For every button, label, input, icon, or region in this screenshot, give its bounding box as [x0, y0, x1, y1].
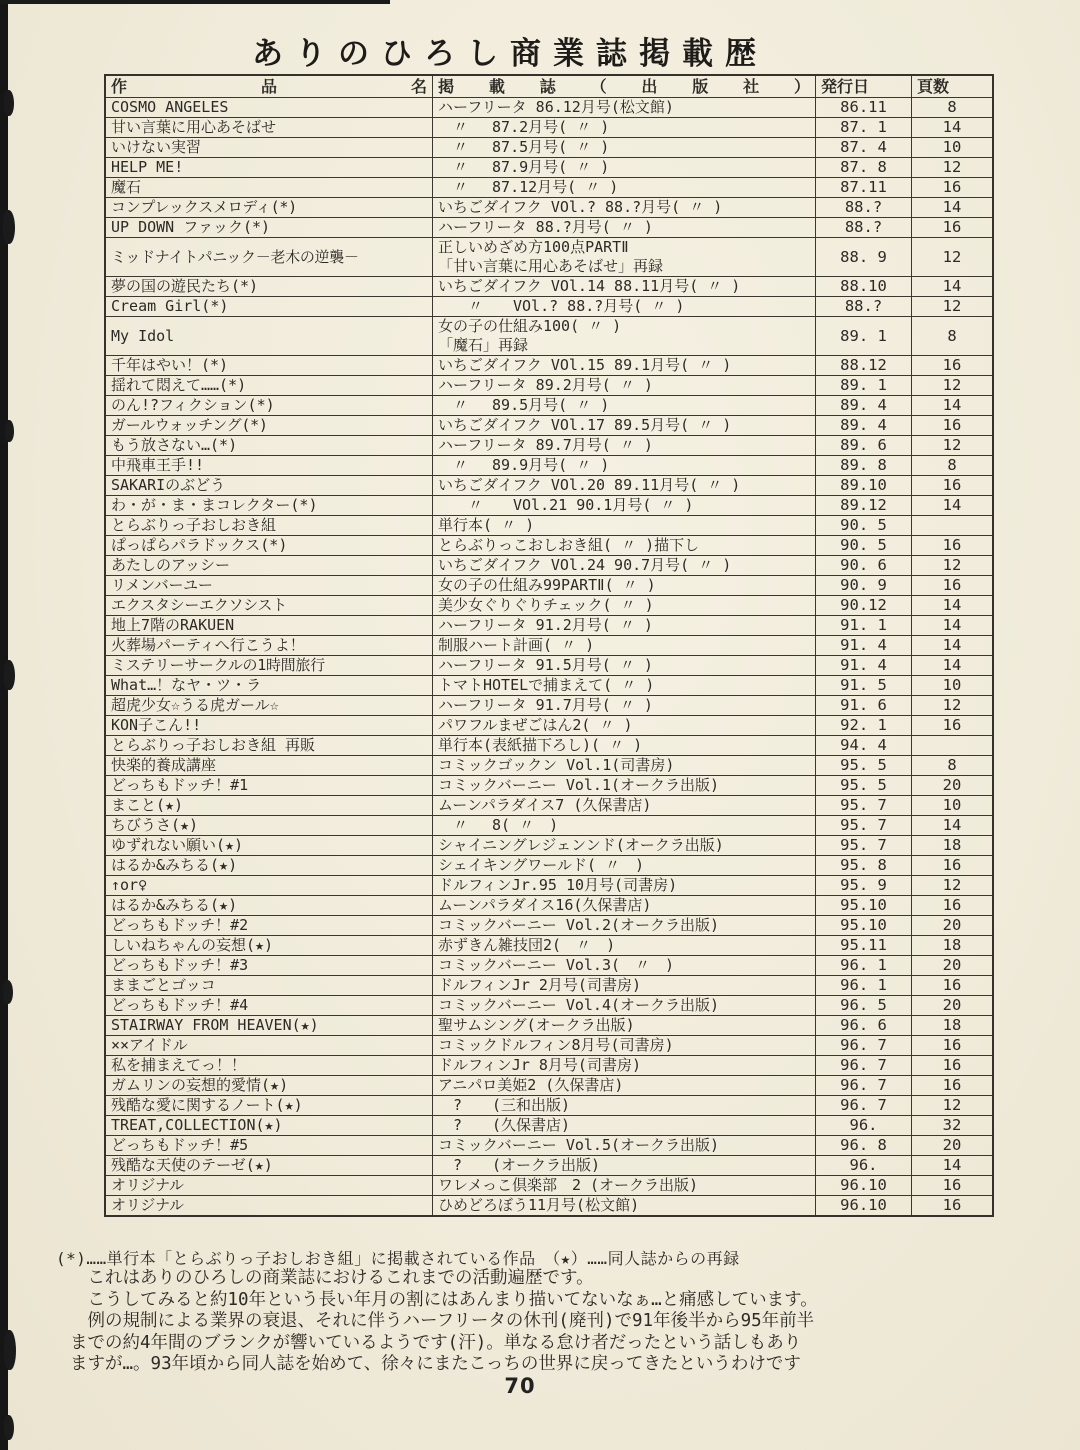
magazine-cell: ワレメっこ倶楽部 2 (オークラ出版): [433, 1176, 816, 1196]
publish-date-cell: 90. 5: [816, 536, 912, 556]
page-count-cell: 12: [912, 436, 994, 456]
page-count-cell: 32: [912, 1116, 994, 1136]
scan-artifact: [4, 90, 14, 116]
work-title-cell: はるか&みちる(★): [105, 896, 433, 916]
work-title-cell: 魔石: [105, 178, 433, 198]
table-row: [105, 1156, 993, 1176]
publish-date-cell: 90. 9: [816, 576, 912, 596]
page-count-cell: 10: [912, 676, 994, 696]
magazine-cell: 〃 87.9月号( 〃 ): [433, 158, 816, 178]
publish-date-cell: 96. 6: [816, 1016, 912, 1036]
table-row: [105, 516, 993, 536]
header-publish-date: 発行日: [816, 75, 912, 98]
table-row: [105, 198, 993, 218]
page-title: ありのひろし商業誌掲載歴: [252, 36, 768, 71]
publish-date-cell: 91. 4: [816, 636, 912, 656]
table-row: [105, 596, 993, 616]
scan-artifact: [4, 1415, 14, 1440]
table-row: [105, 676, 993, 696]
magazine-cell: トマトHOTELで捕まえて( 〃 ): [433, 676, 816, 696]
magazine-cell: 〃 87.5月号( 〃 ): [433, 138, 816, 158]
work-title-cell: ガールウォッチング(*): [105, 416, 433, 436]
magazine-cell: コミックバーニー Vol.1(オークラ出版): [433, 776, 816, 796]
work-title-cell: ちびうさ(★): [105, 816, 433, 836]
publish-date-cell: 96. 7: [816, 1076, 912, 1096]
page-count-cell: 16: [912, 1076, 994, 1096]
table-row: [105, 218, 993, 238]
paragraph-line: ますが…。93年頃から同人誌を始めて、徐々にまたこっちの世界に戻ってきたというわけです: [70, 1354, 801, 1375]
publish-date-cell: 89. 1: [816, 376, 912, 396]
publish-date-cell: 96.: [816, 1116, 912, 1136]
magazine-cell: 単行本( 〃 ): [433, 516, 816, 536]
magazine-cell: ハーフリータ 89.7月号( 〃 ): [433, 436, 816, 456]
publish-date-cell: 91. 4: [816, 656, 912, 676]
scan-artifact: [3, 980, 13, 1004]
legend-footnote: (*)……単行本「とらぶりっ子おしおき組」に掲載されている作品 （★）……同人誌からの再録: [56, 1249, 740, 1268]
table-row: [105, 696, 993, 716]
publish-date-cell: 91. 6: [816, 696, 912, 716]
magazine-cell: 〃 89.9月号( 〃 ): [433, 456, 816, 476]
page-count-cell: 14: [912, 118, 994, 138]
publish-date-cell: 89.12: [816, 496, 912, 516]
table-row: [105, 158, 993, 178]
publish-date-cell: 86.11: [816, 98, 912, 118]
work-title-cell: いけない実習: [105, 138, 433, 158]
page-count-cell: 18: [912, 936, 994, 956]
work-title-cell: のん!?フィクション(*): [105, 396, 433, 416]
page-count-cell: 12: [912, 1096, 994, 1116]
magazine-cell: いちごダイフク VOl.14 88.11月号( 〃 ): [433, 277, 816, 297]
work-title-cell: 中飛車王手!!: [105, 456, 433, 476]
page-count-cell: 14: [912, 1156, 994, 1176]
work-title-cell: 火葬場パーティへ行こうよ！: [105, 636, 433, 656]
magazine-cell: コミックゴックン Vol.1(司書房): [433, 756, 816, 776]
table-row: [105, 536, 993, 556]
work-title-cell: 夢の国の遊民たち(*): [105, 277, 433, 297]
publish-date-cell: 96. 8: [816, 1136, 912, 1156]
work-title-cell: Cream Girl(*): [105, 297, 433, 317]
work-title-cell: ミステリーサークルの1時間旅行: [105, 656, 433, 676]
magazine-cell: いちごダイフク VOl.20 89.11月号( 〃 ): [433, 476, 816, 496]
publish-date-cell: 96. 7: [816, 1056, 912, 1076]
table-row: [105, 816, 993, 836]
table-row: [105, 636, 993, 656]
work-title-cell: ↑or♀: [105, 876, 433, 896]
header-work-title: 作 品 名: [105, 75, 433, 98]
page-count-cell: 16: [912, 856, 994, 876]
publish-date-cell: 95. 9: [816, 876, 912, 896]
table-row: [105, 297, 993, 317]
table-row: [105, 1016, 993, 1036]
work-title-cell: とらぶりっ子おしおき組: [105, 516, 433, 536]
page-count-cell: 14: [912, 596, 994, 616]
page-count-cell: 20: [912, 1136, 994, 1156]
table-row: [105, 436, 993, 456]
table-row: [105, 616, 993, 636]
magazine-cell: 〃 VOl.21 90.1月号( 〃 ): [433, 496, 816, 516]
table-row: [105, 1176, 993, 1196]
page-count-cell: 16: [912, 1196, 994, 1217]
scan-artifact: [5, 420, 14, 442]
work-title-cell: 超虎少女☆うる虎ガール☆: [105, 696, 433, 716]
table-row: [105, 138, 993, 158]
magazine-cell: パワフルまぜごはん2( 〃 ): [433, 716, 816, 736]
publish-date-cell: 88.10: [816, 277, 912, 297]
header-page-count: 頁数: [912, 75, 994, 98]
work-title-cell: しいねちゃんの妄想(★): [105, 936, 433, 956]
table-row: [105, 1056, 993, 1076]
page-count-cell: 16: [912, 1056, 994, 1076]
table-row: [105, 1096, 993, 1116]
page-count-cell: 12: [912, 876, 994, 896]
table-row: [105, 317, 993, 356]
publish-date-cell: 95. 5: [816, 776, 912, 796]
work-title-cell: どっちもドッチ！#4: [105, 996, 433, 1016]
magazine-cell: 〃 89.5月号( 〃 ): [433, 396, 816, 416]
magazine-cell: 〃 87.2月号( 〃 ): [433, 118, 816, 138]
publish-date-cell: 94. 4: [816, 736, 912, 756]
table-row: [105, 836, 993, 856]
publish-date-cell: 91. 5: [816, 676, 912, 696]
afterword-paragraph: [70, 1268, 1050, 1376]
publish-date-cell: 95.11: [816, 936, 912, 956]
page-count-cell: 16: [912, 1036, 994, 1056]
publish-date-cell: 87. 8: [816, 158, 912, 178]
work-title-cell: HELP ME!: [105, 158, 433, 178]
page-count-cell: 16: [912, 356, 994, 376]
work-title-cell: 残酷な愛に関するノート(★): [105, 1096, 433, 1116]
publish-date-cell: 87. 1: [816, 118, 912, 138]
table-row: [105, 896, 993, 916]
table-row: [105, 996, 993, 1016]
publish-date-cell: 89. 8: [816, 456, 912, 476]
work-title-cell: ××アイドル: [105, 1036, 433, 1056]
table-row: [105, 476, 993, 496]
work-title-cell: UP DOWN ファック(*): [105, 218, 433, 238]
work-title-cell: My Idol: [105, 317, 433, 356]
work-title-cell: ゆずれない願い(★): [105, 836, 433, 856]
publish-date-cell: 96. 7: [816, 1036, 912, 1056]
publish-date-cell: 91. 1: [816, 616, 912, 636]
work-title-cell: わ・が・ま・まコレクター(*): [105, 496, 433, 516]
work-title-cell: 私を捕まえてっ！！: [105, 1056, 433, 1076]
work-title-cell: もう放さない…(*): [105, 436, 433, 456]
page-count-cell: 14: [912, 496, 994, 516]
magazine-cell: ハーフリータ 86.12月号(松文館): [433, 98, 816, 118]
work-title-cell: What…！なヤ・ツ・ラ: [105, 676, 433, 696]
magazine-cell: コミックドルフィン8月号(司書房): [433, 1036, 816, 1056]
magazine-cell: ? (オークラ出版): [433, 1156, 816, 1176]
header-magazine-publisher: 掲 載 誌 （ 出 版 社 ）: [433, 75, 816, 98]
table-row: [105, 916, 993, 936]
work-title-cell: あたしのアッシー: [105, 556, 433, 576]
table-row: [105, 936, 993, 956]
table-row: [105, 356, 993, 376]
page-count-cell: 14: [912, 636, 994, 656]
table-row: [105, 1036, 993, 1056]
magazine-cell: いちごダイフク VOl.17 89.5月号( 〃 ): [433, 416, 816, 436]
publish-date-cell: 95.10: [816, 896, 912, 916]
page-count-cell: 12: [912, 696, 994, 716]
scan-artifact: [3, 210, 15, 244]
page-count-cell: 16: [912, 976, 994, 996]
work-title-cell: オリジナル: [105, 1176, 433, 1196]
page-count-cell: 12: [912, 238, 994, 277]
publication-history-table: [104, 74, 994, 1217]
work-title-cell: 地上7階のRAKUEN: [105, 616, 433, 636]
publish-date-cell: 95. 7: [816, 836, 912, 856]
work-title-cell: コンプレックスメロディ(*): [105, 198, 433, 218]
page-count-cell: [912, 516, 994, 536]
publish-date-cell: 95. 7: [816, 796, 912, 816]
magazine-cell: いちごダイフク VOl.15 89.1月号( 〃 ): [433, 356, 816, 376]
magazine-cell: とらぶりっこおしおき組( 〃 )描下し: [433, 536, 816, 556]
table-row: [105, 556, 993, 576]
page-count-cell: 8: [912, 98, 994, 118]
page-count-cell: 10: [912, 138, 994, 158]
page-count-cell: 16: [912, 218, 994, 238]
publish-date-cell: 96. 5: [816, 996, 912, 1016]
table-row: [105, 178, 993, 198]
work-title-cell: エクスタシーエクソシスト: [105, 596, 433, 616]
table-row: [105, 736, 993, 756]
table-row: [105, 856, 993, 876]
magazine-cell: ? (三和出版): [433, 1096, 816, 1116]
table-header-row: [105, 75, 993, 98]
publish-date-cell: 90.12: [816, 596, 912, 616]
page-number: 70: [504, 1374, 536, 1398]
publish-date-cell: 87. 4: [816, 138, 912, 158]
table-row: [105, 376, 993, 396]
page-count-cell: 12: [912, 556, 994, 576]
publish-date-cell: 88.?: [816, 218, 912, 238]
magazine-cell: コミックバーニー Vol.2(オークラ出版): [433, 916, 816, 936]
paragraph-line: までの約4年間のブランクが響いているようです(汗)。単なる怠け者だったという話しもあり: [70, 1332, 802, 1353]
page-count-cell: 14: [912, 396, 994, 416]
work-title-cell: TREAT,COLLECTION(★): [105, 1116, 433, 1136]
page-count-cell: 8: [912, 456, 994, 476]
page-count-cell: 20: [912, 996, 994, 1016]
publish-date-cell: 89.10: [816, 476, 912, 496]
page-count-cell: 14: [912, 616, 994, 636]
magazine-cell: ムーンパラダイス7 (久保書店): [433, 796, 816, 816]
work-title-cell: SAKARIのぶどう: [105, 476, 433, 496]
page-count-cell: 12: [912, 297, 994, 317]
magazine-cell: 〃 VOl.? 88.?月号( 〃 ): [433, 297, 816, 317]
page-count-cell: [912, 736, 994, 756]
page-count-cell: 12: [912, 376, 994, 396]
publish-date-cell: 88.?: [816, 297, 912, 317]
paragraph-line: これはありのひろしの商業誌におけるこれまでの活動遍歴です。: [70, 1268, 594, 1288]
page-count-cell: 16: [912, 178, 994, 198]
publish-date-cell: 95. 5: [816, 756, 912, 776]
table-row: [105, 1196, 993, 1217]
table-row: [105, 238, 993, 277]
table-row: [105, 756, 993, 776]
publish-date-cell: 89. 1: [816, 317, 912, 356]
magazine-cell: いちごダイフク VOl.? 88.?月号( 〃 ): [433, 198, 816, 218]
publish-date-cell: 96.10: [816, 1196, 912, 1217]
magazine-cell: 正しいめざめ方100点PARTⅡ 「甘い言葉に用心あそばせ」再録: [433, 238, 816, 277]
publish-date-cell: 95.10: [816, 916, 912, 936]
page-count-cell: 8: [912, 317, 994, 356]
magazine-cell: ひめどろぼう11月号(松文館): [433, 1196, 816, 1217]
table-row: [105, 98, 993, 118]
publish-date-cell: 87.11: [816, 178, 912, 198]
publish-date-cell: 96. 1: [816, 956, 912, 976]
page-count-cell: 16: [912, 896, 994, 916]
scan-artifact: [4, 660, 15, 690]
magazine-cell: いちごダイフク VOl.24 90.7月号( 〃 ): [433, 556, 816, 576]
magazine-cell: ハーフリータ 91.7月号( 〃 ): [433, 696, 816, 716]
work-title-cell: 揺れて悶えて……(*): [105, 376, 433, 396]
publish-date-cell: 95. 8: [816, 856, 912, 876]
magazine-cell: 〃 8( 〃 ): [433, 816, 816, 836]
table-body: [105, 98, 993, 1217]
page-count-cell: 12: [912, 158, 994, 178]
table-row: [105, 416, 993, 436]
work-title-cell: オリジナル: [105, 1196, 433, 1217]
magazine-cell: 聖サムシング(オークラ出版): [433, 1016, 816, 1036]
page-count-cell: 16: [912, 476, 994, 496]
table-row: [105, 796, 993, 816]
publish-date-cell: 89. 6: [816, 436, 912, 456]
work-title-cell: どっちもドッチ！#2: [105, 916, 433, 936]
publish-date-cell: 95. 7: [816, 816, 912, 836]
table-row: [105, 976, 993, 996]
table-row: [105, 456, 993, 476]
table-row: [105, 1136, 993, 1156]
publish-date-cell: 89. 4: [816, 416, 912, 436]
publish-date-cell: 90. 6: [816, 556, 912, 576]
page-count-cell: 20: [912, 956, 994, 976]
magazine-cell: ハーフリータ 88.?月号( 〃 ): [433, 218, 816, 238]
scan-edge-top: [0, 0, 390, 4]
page-count-cell: 14: [912, 277, 994, 297]
page-count-cell: 16: [912, 576, 994, 596]
work-title-cell: ガムリンの妄想的愛情(★): [105, 1076, 433, 1096]
paragraph-line: こうしてみると約10年という長い年月の割にはあんまり描いてないなぁ…と痛感しています。: [70, 1289, 818, 1310]
table-row: [105, 1076, 993, 1096]
publish-date-cell: 96.10: [816, 1176, 912, 1196]
table-row: [105, 576, 993, 596]
work-title-cell: COSMO ANGELES: [105, 98, 433, 118]
publish-date-cell: 88. 9: [816, 238, 912, 277]
table-row: [105, 956, 993, 976]
publish-date-cell: 89. 4: [816, 396, 912, 416]
magazine-cell: アニパロ美姫2 (久保書店): [433, 1076, 816, 1096]
work-title-cell: 残酷な天使のテーゼ(★): [105, 1156, 433, 1176]
work-title-cell: 甘い言葉に用心あそばせ: [105, 118, 433, 138]
work-title-cell: 千年はやい！(*): [105, 356, 433, 376]
magazine-cell: 〃 87.12月号( 〃 ): [433, 178, 816, 198]
page-count-cell: 14: [912, 656, 994, 676]
paragraph-line: 例の規制による業界の衰退、それに伴うハーフリータの休刊(廃刊)で91年後半から95年前半: [70, 1311, 815, 1332]
table-row: [105, 496, 993, 516]
work-title-cell: はるか&みちる(★): [105, 856, 433, 876]
publish-date-cell: 96. 7: [816, 1096, 912, 1116]
work-title-cell: とらぶりっ子おしおき組 再販: [105, 736, 433, 756]
publish-date-cell: 92. 1: [816, 716, 912, 736]
page-count-cell: 14: [912, 198, 994, 218]
publish-date-cell: 96. 1: [816, 976, 912, 996]
publish-date-cell: 96.: [816, 1156, 912, 1176]
magazine-cell: シャイニングレジェンンド(オークラ出版): [433, 836, 816, 856]
publish-date-cell: 88.12: [816, 356, 912, 376]
magazine-cell: 赤ずきん雑技団2( 〃 ): [433, 936, 816, 956]
work-title-cell: どっちもドッチ！#3: [105, 956, 433, 976]
work-title-cell: まこと(★): [105, 796, 433, 816]
magazine-cell: シェイキングワールド( 〃 ): [433, 856, 816, 876]
work-title-cell: ままごとゴッコ: [105, 976, 433, 996]
work-title-cell: ミッドナイトパニック－老木の逆襲－: [105, 238, 433, 277]
page-count-cell: 16: [912, 416, 994, 436]
page-count-cell: 16: [912, 716, 994, 736]
page-count-cell: 8: [912, 756, 994, 776]
work-title-cell: ぱっぱらパラドックス(*): [105, 536, 433, 556]
magazine-cell: ドルフィンJr.95 10月号(司書房): [433, 876, 816, 896]
work-title-cell: どっちもドッチ！#5: [105, 1136, 433, 1156]
work-title-cell: どっちもドッチ！#1: [105, 776, 433, 796]
table-row: [105, 876, 993, 896]
magazine-cell: コミックバーニー Vol.3( 〃 ): [433, 956, 816, 976]
magazine-cell: ハーフリータ 91.5月号( 〃 ): [433, 656, 816, 676]
page-count-cell: 16: [912, 1176, 994, 1196]
table-row: [105, 277, 993, 297]
magazine-cell: ハーフリータ 91.2月号( 〃 ): [433, 616, 816, 636]
publish-date-cell: 90. 5: [816, 516, 912, 536]
page-count-cell: 16: [912, 536, 994, 556]
page-count-cell: 18: [912, 1016, 994, 1036]
scan-artifact: [4, 1330, 16, 1370]
publish-date-cell: 88.?: [816, 198, 912, 218]
table-row: [105, 776, 993, 796]
page-count-cell: 18: [912, 836, 994, 856]
magazine-cell: ? (久保書店): [433, 1116, 816, 1136]
table-row: [105, 656, 993, 676]
work-title-cell: 快楽的養成講座: [105, 756, 433, 776]
table-row: [105, 1116, 993, 1136]
magazine-cell: 美少女ぐりぐりチェック( 〃 ): [433, 596, 816, 616]
magazine-cell: 女の子の仕組み100( 〃 ) 「魔石」再録: [433, 317, 816, 356]
magazine-cell: ドルフィンJr 2月号(司書房): [433, 976, 816, 996]
page-count-cell: 14: [912, 816, 994, 836]
magazine-cell: 制服ハート計画( 〃 ): [433, 636, 816, 656]
magazine-cell: コミックバーニー Vol.5(オークラ出版): [433, 1136, 816, 1156]
magazine-cell: コミックバーニー Vol.4(オークラ出版): [433, 996, 816, 1016]
magazine-cell: ドルフィンJr 8月号(司書房): [433, 1056, 816, 1076]
page-count-cell: 10: [912, 796, 994, 816]
table-row: [105, 716, 993, 736]
page-count-cell: 20: [912, 776, 994, 796]
magazine-cell: 女の子の仕組み99PARTⅡ( 〃 ): [433, 576, 816, 596]
work-title-cell: STAIRWAY FROM HEAVEN(★): [105, 1016, 433, 1036]
work-title-cell: KON子こん!!: [105, 716, 433, 736]
page-count-cell: 20: [912, 916, 994, 936]
table-row: [105, 118, 993, 138]
magazine-cell: 単行本(表紙描下ろし)( 〃 ): [433, 736, 816, 756]
magazine-cell: ハーフリータ 89.2月号( 〃 ): [433, 376, 816, 396]
magazine-cell: ムーンパラダイス16(久保書店): [433, 896, 816, 916]
work-title-cell: リメンバーユー: [105, 576, 433, 596]
table-row: [105, 396, 993, 416]
